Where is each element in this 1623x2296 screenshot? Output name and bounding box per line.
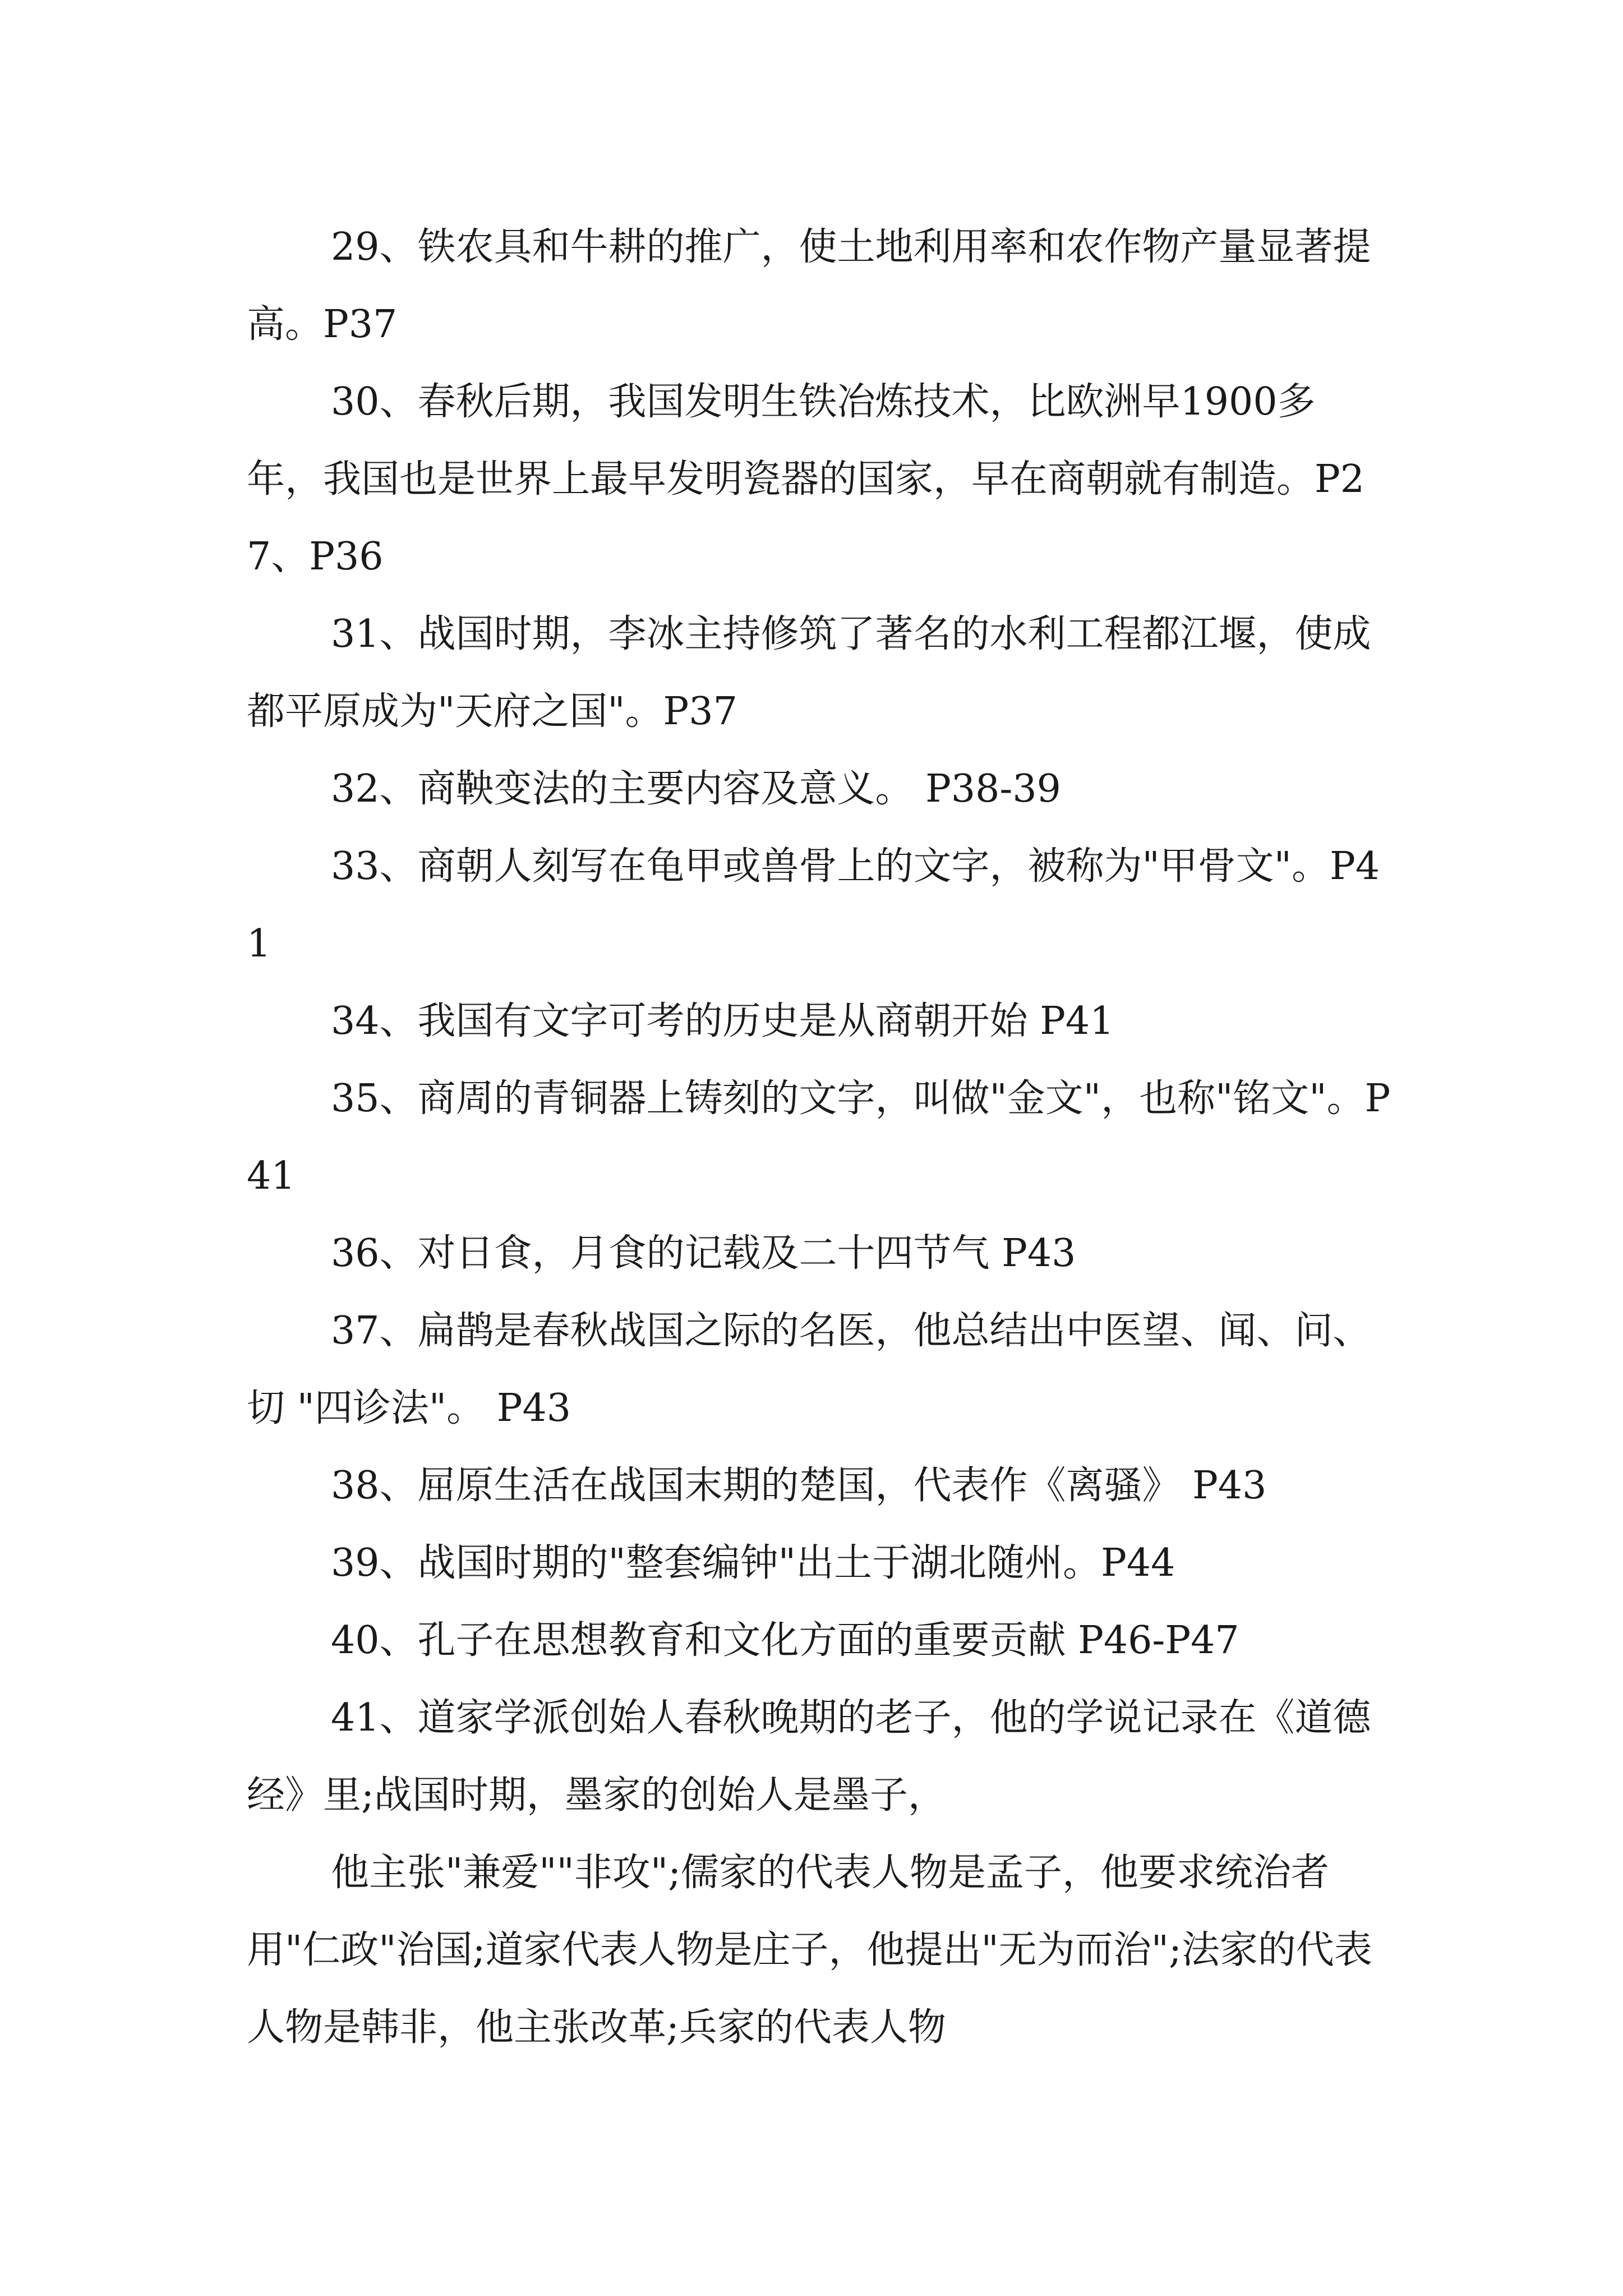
- paragraph-29: 29、铁农具和牛耕的推广，使土地利用率和农作物产量显著提高。P37: [247, 225, 1371, 347]
- paragraph-30: 30、春秋后期，我国发明生铁冶炼技术，比欧洲早1900多年，我国也是世界上最早发明瓷器的国家，早在商朝就有制造。P27、P36: [247, 380, 1365, 579]
- paragraph-40: 40、孔子在思想教育和文化方面的重要贡献 P46-P47: [331, 1618, 1239, 1663]
- paragraph-38: 38、屈原生活在战国末期的楚国，代表作《离骚》 P43: [331, 1464, 1267, 1508]
- paragraph-37: 37、扁鹊是春秋战国之际的名医，他总结出中医望、闻、问、切 "四诊法"。 P43: [247, 1309, 1371, 1430]
- document-body: [247, 209, 1391, 2067]
- paragraph-35: 35、商周的青铜器上铸刻的文字，叫做"金文"，也称"铭文"。P41: [247, 1076, 1391, 1198]
- paragraph-31: 31、战国时期，李冰主持修筑了著名的水利工程都江堰，使成都平原成为"天府之国"。P37: [247, 612, 1371, 734]
- paragraph-39: 39、战国时期的"整套编钟"出土于湖北随州。P44: [331, 1541, 1175, 1585]
- paragraph-33: 33、商朝人刻写在龟甲或兽骨上的文字，被称为"甲骨文"。P41: [247, 844, 1380, 966]
- paragraph-34: 34、我国有文字可考的历史是从商朝开始 P41: [331, 999, 1114, 1043]
- paragraph-36: 36、对日食，月食的记载及二十四节气 P43: [331, 1231, 1076, 1276]
- paragraph-41-continued: 他主张"兼爱""非攻";儒家的代表人物是孟子，他要求统治者用"仁政"治国;道家代表人物是庄子，他提出"无为而治";法家的代表人物是韩非，他主张改革;兵家的代表人物: [247, 1851, 1372, 2050]
- paragraph-32: 32、商鞅变法的主要内容及意义。 P38-39: [331, 767, 1061, 811]
- paragraph-41: 41、道家学派创始人春秋晚期的老子，他的学说记录在《道德经》里;战国时期，墨家的创始人是墨子，: [247, 1696, 1371, 1818]
